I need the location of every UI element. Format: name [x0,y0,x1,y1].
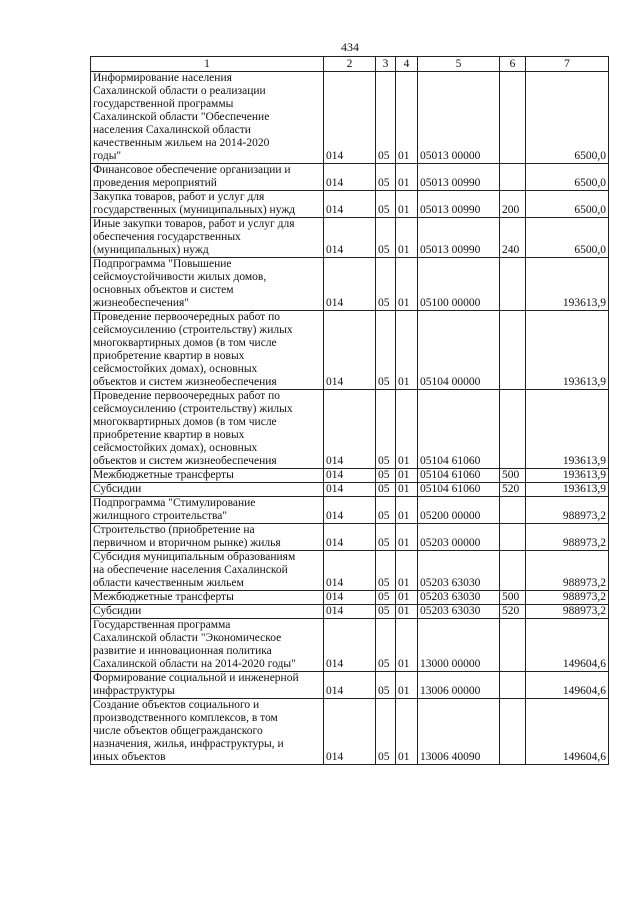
row-target-article: 13006 40090 [418,699,500,765]
table-row [91,164,609,191]
row-section: 05 [376,483,396,497]
row-name: Иные закупки товаров, работ и услуг для обеспечения государственных (муниципальных) нужд [91,218,324,258]
row-ministry-code: 014 [324,483,376,497]
row-subsection: 01 [396,551,418,591]
table-row [91,524,609,551]
column-header: 3 [376,57,396,72]
row-expense-type: 500 [500,469,526,483]
row-target-article: 05203 63030 [418,551,500,591]
column-header: 1 [91,57,324,72]
table-row [91,619,609,672]
row-name: Межбюджетные трансферты [91,469,324,483]
row-target-article: 13006 00000 [418,672,500,699]
row-section: 05 [376,497,396,524]
row-section: 05 [376,218,396,258]
row-expense-type [500,497,526,524]
row-subsection: 01 [396,483,418,497]
row-name: Подпрограмма "Стимулирование жилищного строительства" [91,497,324,524]
row-target-article: 05203 63030 [418,591,500,605]
row-amount: 149604,6 [526,672,609,699]
row-ministry-code: 014 [324,72,376,164]
table-row [91,390,609,469]
table-row [91,672,609,699]
row-name: Финансовое обеспечение организации и проведения мероприятий [91,164,324,191]
row-subsection: 01 [396,619,418,672]
row-expense-type [500,619,526,672]
row-target-article: 05203 63030 [418,605,500,619]
row-ministry-code: 014 [324,164,376,191]
row-subsection: 01 [396,699,418,765]
column-header: 5 [418,57,500,72]
row-subsection: 01 [396,390,418,469]
row-target-article: 05104 61060 [418,483,500,497]
row-target-article: 05100 00000 [418,258,500,311]
row-expense-type [500,72,526,164]
row-target-article: 05104 00000 [418,311,500,390]
row-amount: 988973,2 [526,497,609,524]
row-name: Закупка товаров, работ и услуг для государственных (муниципальных) нужд [91,191,324,218]
row-subsection: 01 [396,524,418,551]
row-amount: 6500,0 [526,72,609,164]
row-expense-type [500,164,526,191]
row-amount: 193613,9 [526,311,609,390]
table-row [91,605,609,619]
table-row [91,218,609,258]
table-row [91,497,609,524]
row-name: Подпрограмма "Повышение сейсмоустойчивости жилых домов, основных объектов и систем жизнеобеспечения" [91,258,324,311]
row-subsection: 01 [396,72,418,164]
table-row [91,699,609,765]
row-section: 05 [376,619,396,672]
row-target-article: 05203 00000 [418,524,500,551]
row-expense-type [500,524,526,551]
column-header: 4 [396,57,418,72]
row-amount: 193613,9 [526,390,609,469]
row-amount: 193613,9 [526,469,609,483]
row-ministry-code: 014 [324,311,376,390]
row-name: Строительство (приобретение на первичном и вторичном рынке) жилья [91,524,324,551]
budget-table [90,56,609,765]
row-section: 05 [376,164,396,191]
row-section: 05 [376,469,396,483]
table-row [91,191,609,218]
row-amount: 193613,9 [526,483,609,497]
row-target-article: 05104 61060 [418,469,500,483]
table-row [91,258,609,311]
column-header: 6 [500,57,526,72]
row-expense-type [500,551,526,591]
row-expense-type: 240 [500,218,526,258]
row-amount: 988973,2 [526,551,609,591]
row-expense-type [500,311,526,390]
row-section: 05 [376,311,396,390]
row-expense-type: 520 [500,605,526,619]
row-target-article: 05013 00990 [418,191,500,218]
table-row [91,72,609,164]
row-name: Проведение первоочередных работ по сейсмоусилению (строительству) жилых многоквартирных домов (в том числе приобретение квартир в новых сейсмостойких домах), основных объектов и систем жизнеобеспечения [91,311,324,390]
row-amount: 193613,9 [526,258,609,311]
row-name: Субсидия муниципальным образованиям на обеспечение населения Сахалинской области качественным жильем [91,551,324,591]
table-row [91,469,609,483]
row-name: Информирование населения Сахалинской области о реализации государственной программы Сахалинской области "Обеспечение населения Сахалинской области качественным жильем на 2014-2020 годы" [91,72,324,164]
row-ministry-code: 014 [324,551,376,591]
row-ministry-code: 014 [324,591,376,605]
row-amount: 6500,0 [526,191,609,218]
row-amount: 149604,6 [526,619,609,672]
row-subsection: 01 [396,164,418,191]
table-row [91,551,609,591]
row-expense-type: 520 [500,483,526,497]
row-target-article: 05013 00990 [418,218,500,258]
row-subsection: 01 [396,469,418,483]
column-header: 7 [526,57,609,72]
row-expense-type [500,672,526,699]
row-ministry-code: 014 [324,191,376,218]
row-amount: 6500,0 [526,164,609,191]
row-section: 05 [376,591,396,605]
row-name: Межбюджетные трансферты [91,591,324,605]
row-subsection: 01 [396,672,418,699]
row-amount: 988973,2 [526,524,609,551]
row-section: 05 [376,258,396,311]
row-subsection: 01 [396,258,418,311]
row-ministry-code: 014 [324,469,376,483]
row-section: 05 [376,699,396,765]
table-row [91,591,609,605]
row-subsection: 01 [396,605,418,619]
row-ministry-code: 014 [324,524,376,551]
row-subsection: 01 [396,191,418,218]
row-expense-type [500,699,526,765]
row-amount: 988973,2 [526,591,609,605]
row-expense-type [500,390,526,469]
row-section: 05 [376,72,396,164]
table-row [91,311,609,390]
row-section: 05 [376,524,396,551]
row-name: Субсидии [91,483,324,497]
row-name: Создание объектов социального и производственного комплексов, в том числе объектов общегражданского назначения, жилья, инфраструктуры, и иных объектов [91,699,324,765]
row-ministry-code: 014 [324,672,376,699]
row-name: Проведение первоочередных работ по сейсмоусилению (строительству) жилых многоквартирных домов (в том числе приобретение квартир в новых сейсмостойких домах), основных объектов и систем жизнеобеспечения [91,390,324,469]
row-section: 05 [376,551,396,591]
row-name: Государственная программа Сахалинской области "Экономическое развитие и инновационная политика Сахалинской области на 2014-2020 годы" [91,619,324,672]
row-target-article: 13000 00000 [418,619,500,672]
row-amount: 149604,6 [526,699,609,765]
row-ministry-code: 014 [324,605,376,619]
row-expense-type: 200 [500,191,526,218]
row-amount: 988973,2 [526,605,609,619]
row-ministry-code: 014 [324,390,376,469]
row-section: 05 [376,191,396,218]
row-ministry-code: 014 [324,699,376,765]
row-ministry-code: 014 [324,258,376,311]
row-subsection: 01 [396,591,418,605]
column-header: 2 [324,57,376,72]
row-ministry-code: 014 [324,619,376,672]
page-number: 434 [341,40,359,54]
row-ministry-code: 014 [324,497,376,524]
row-name: Субсидии [91,605,324,619]
row-section: 05 [376,390,396,469]
row-subsection: 01 [396,311,418,390]
row-target-article: 05013 00990 [418,164,500,191]
row-target-article: 05200 00000 [418,497,500,524]
row-ministry-code: 014 [324,218,376,258]
row-target-article: 05013 00000 [418,72,500,164]
row-amount: 6500,0 [526,218,609,258]
row-section: 05 [376,605,396,619]
row-section: 05 [376,672,396,699]
row-expense-type: 500 [500,591,526,605]
row-subsection: 01 [396,497,418,524]
row-expense-type [500,258,526,311]
table-header-row [91,57,609,72]
row-subsection: 01 [396,218,418,258]
row-name: Формирование социальной и инженерной инфраструктуры [91,672,324,699]
table-row [91,483,609,497]
row-target-article: 05104 61060 [418,390,500,469]
